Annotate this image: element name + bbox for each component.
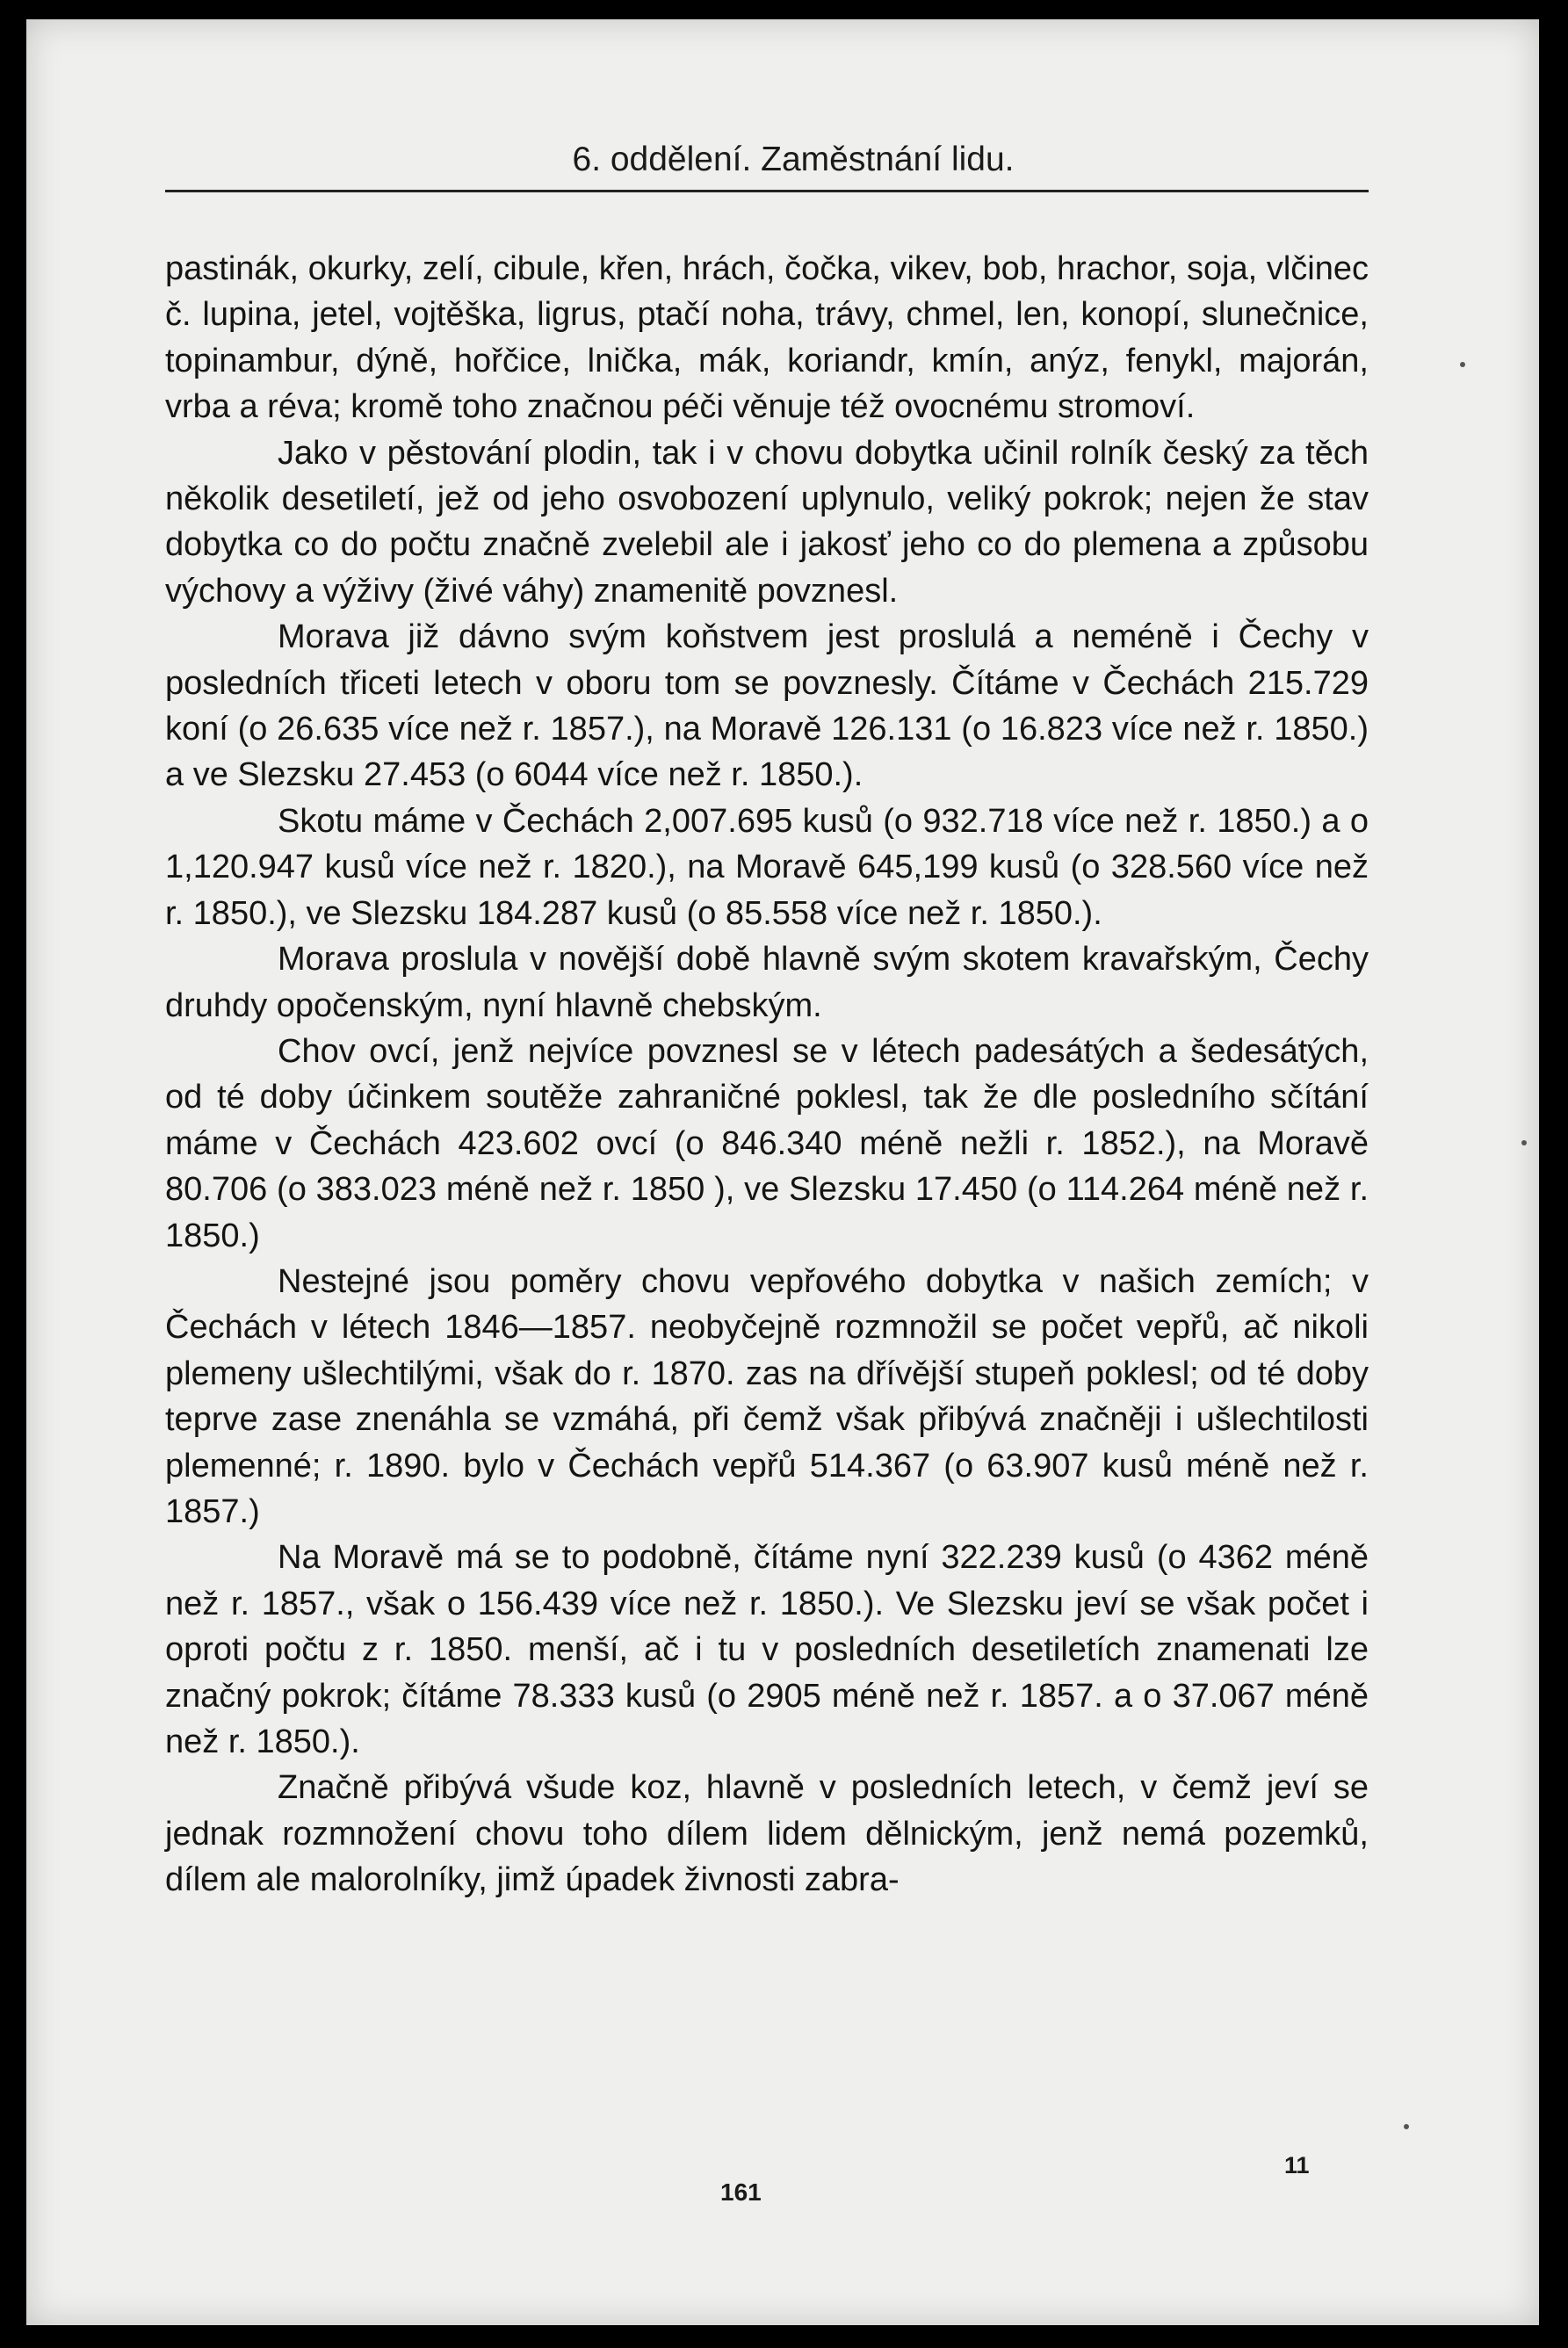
header-rule (165, 190, 1369, 192)
page-number: 161 (720, 2178, 762, 2206)
paragraph: Morava proslula v novější době hlavně svým skotem kravařským, Čechy druhdy opočenským, nyní hlavně chebským. (165, 941, 1369, 1024)
paragraph: Nestejné jsou poměry chovu vepřového dobytka v našich zemích; v Čechách v létech 1846—1857. neobyčejně rozmnožil se počet vepřů, ač nikoli plemeny ušlechtilými, však do r. 1870. zas na dřívější stupeň poklesl; od té doby teprve zase znenáhla se vzmáhá, při čemž však přibývá značněji i ušlechtilosti plemenné; r. 1890. bylo v Čechách vepřů 514.367 (o 63.907 kusů méně než r. 1857.) (165, 1262, 1369, 1530)
paragraph: Chov ovcí, jenž nejvíce povznesl se v létech padesátých a šedesátých, od té doby účinkem soutěže zahraničné poklesl, tak že dle posledního sčítání máme v Čechách 423.602 ovcí (o 846.340 méně nežli r. 1852.), na Moravě 80.706 (o 383.023 méně než r. 1850 ), ve Slezsku 17.450 (o 114.264 méně než r. 1850.) (165, 1032, 1369, 1254)
book-page (26, 19, 1539, 2325)
signature-mark: 11 (1284, 2152, 1310, 2178)
running-header: 6. oddělení. Zaměstnání lidu. (572, 141, 1015, 178)
paragraph: Na Moravě má se to podobně, čítáme nyní 322.239 kusů (o 4362 méně než r. 1857., však o 156.439 více než r. 1850.). Ve Slezsku jeví se však počet i oproti počtu z r. 1850. menší, ač i tu v posledních desetiletích znamenati lze značný pokrok; čítáme 78.333 kusů (o 2905 méně než r. 1857. a o 37.067 méně než r. 1850.). (165, 1539, 1369, 1760)
paragraph: Jako v pěstování plodin, tak i v chovu dobytka učinil rolník český za těch několik desetiletí, jež od jeho osvobození uplynulo, veliký pokrok; nejen že stav dobytka co do počtu značně zvelebil ale i jakosť jeho co do plemena a způsobu výchovy a výživy (živé váhy) znamenitě povznesl. (165, 434, 1369, 610)
ink-speck (1404, 2124, 1409, 2129)
ink-speck (1460, 362, 1465, 367)
paragraph: Značně přibývá všude koz, hlavně v posledních letech, v čemž jeví se jednak rozmnožení chovu toho dílem lidem dělnickým, jenž nemá pozemků, dílem ale malorolníky, jimž úpadek živnosti zabra- (165, 1769, 1369, 1899)
body-text (165, 246, 1369, 1904)
ink-speck (1521, 1140, 1527, 1145)
paragraph: Skotu máme v Čechách 2,007.695 kusů (o 932.718 více než r. 1850.) a o 1,120.947 kusů více než r. 1820.), na Moravě 645,199 kusů (o 328.560 více než r. 1850.), ve Slezsku 184.287 kusů (o 85.558 více než r. 1850.). (165, 802, 1369, 932)
paragraph: Morava již dávno svým koňstvem jest proslulá a neméně i Čechy v posledních třiceti letech v oboru tom se povznesly. Čítáme v Čechách 215.729 koní (o 26.635 více než r. 1857.), na Moravě 126.131 (o 16.823 více než r. 1850.) a ve Slezsku 27.453 (o 6044 více než r. 1850.). (165, 618, 1369, 794)
paragraph: pastinák, okurky, zelí, cibule, křen, hrách, čočka, vikev, bob, hrachor, soja, vlčinec č. lupina, jetel, vojtěška, ligrus, ptačí noha, trávy, chmel, len, konopí, slunečnice, topinambur, dýně, hořčice, lnička, mák, koriandr, kmín, anýz, fenykl, majorán, vrba a réva; kromě toho značnou péči věnuje též ovocnému stromoví. (165, 250, 1369, 426)
